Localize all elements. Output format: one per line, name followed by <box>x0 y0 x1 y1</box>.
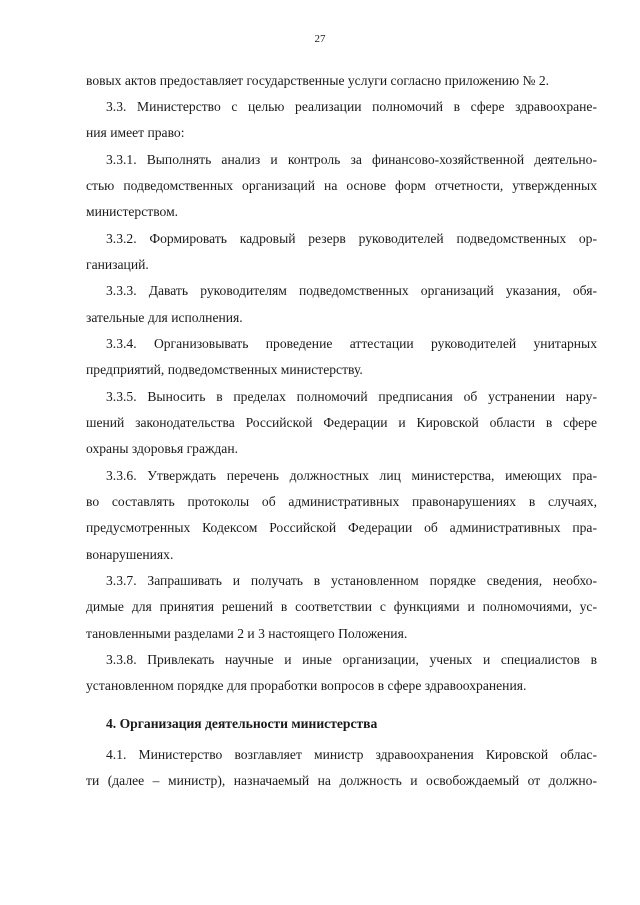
text-line: предусмотренных Кодексом Российской Федерации об административных пра- <box>86 520 597 535</box>
text-line: зательные для исполнения. <box>86 310 243 325</box>
text-line: 3.3.6. Утверждать перечень должностных лиц министерства, имеющих пра- <box>106 468 597 483</box>
text-line: 3.3.5. Выносить в пределах полномочий предписания об устранении нару- <box>106 389 597 404</box>
text-line: во составлять протоколы об административных правонарушениях в случаях, <box>86 494 597 509</box>
text-line: установленном порядке для проработки вопросов в сфере здравоохранения. <box>86 678 527 693</box>
page-number: 27 <box>314 33 326 45</box>
text-line: димые для принятия решений в соответствии с функциями и полномочиями, ус- <box>86 599 597 614</box>
text-line: 3.3.4. Организовывать проведение аттестации руководителей унитарных <box>106 336 597 351</box>
text-line: вовых актов предоставляет государственные услуги согласно приложению № 2. <box>86 73 550 88</box>
text-line: ганизаций. <box>86 257 149 272</box>
text-line: 3.3.8. Привлекать научные и иные организации, ученых и специалистов в <box>106 652 597 667</box>
text-line: 3.3.2. Формировать кадровый резерв руководителей подведомственных ор- <box>106 231 597 246</box>
text-line: шений законодательства Российской Федерации и Кировской области в сфере <box>86 415 597 430</box>
text-line: ния имеет право: <box>86 125 185 140</box>
text-line: 3.3.1. Выполнять анализ и контроль за финансово-хозяйственной деятельно- <box>106 152 597 167</box>
text-line: тановленными разделами 2 и 3 настоящего Положения. <box>86 626 408 641</box>
text-line: 3.3.3. Давать руководителям подведомственных организаций указания, обя- <box>106 283 597 298</box>
text-line: охраны здоровья граждан. <box>86 441 239 456</box>
text-line: министерством. <box>86 204 179 219</box>
text-line: вонарушениях. <box>86 547 174 562</box>
section-heading: 4. Организация деятельности министерства <box>106 716 378 731</box>
text-line: 3.3. Министерство с целью реализации полномочий в сфере здравоохране- <box>106 99 597 114</box>
text-line: ти (далее – министр), назначаемый на должность и освобождаемый от должно- <box>86 773 597 788</box>
text-line: стью подведомственных организаций на основе форм отчетности, утвержденных <box>86 178 597 193</box>
text-line: 4.1. Министерство возглавляет министр здравоохранения Кировской облас- <box>106 747 597 762</box>
text-line: предприятий, подведомственных министерству. <box>86 362 363 377</box>
text-line: 3.3.7. Запрашивать и получать в установленном порядке сведения, необхо- <box>106 573 597 588</box>
